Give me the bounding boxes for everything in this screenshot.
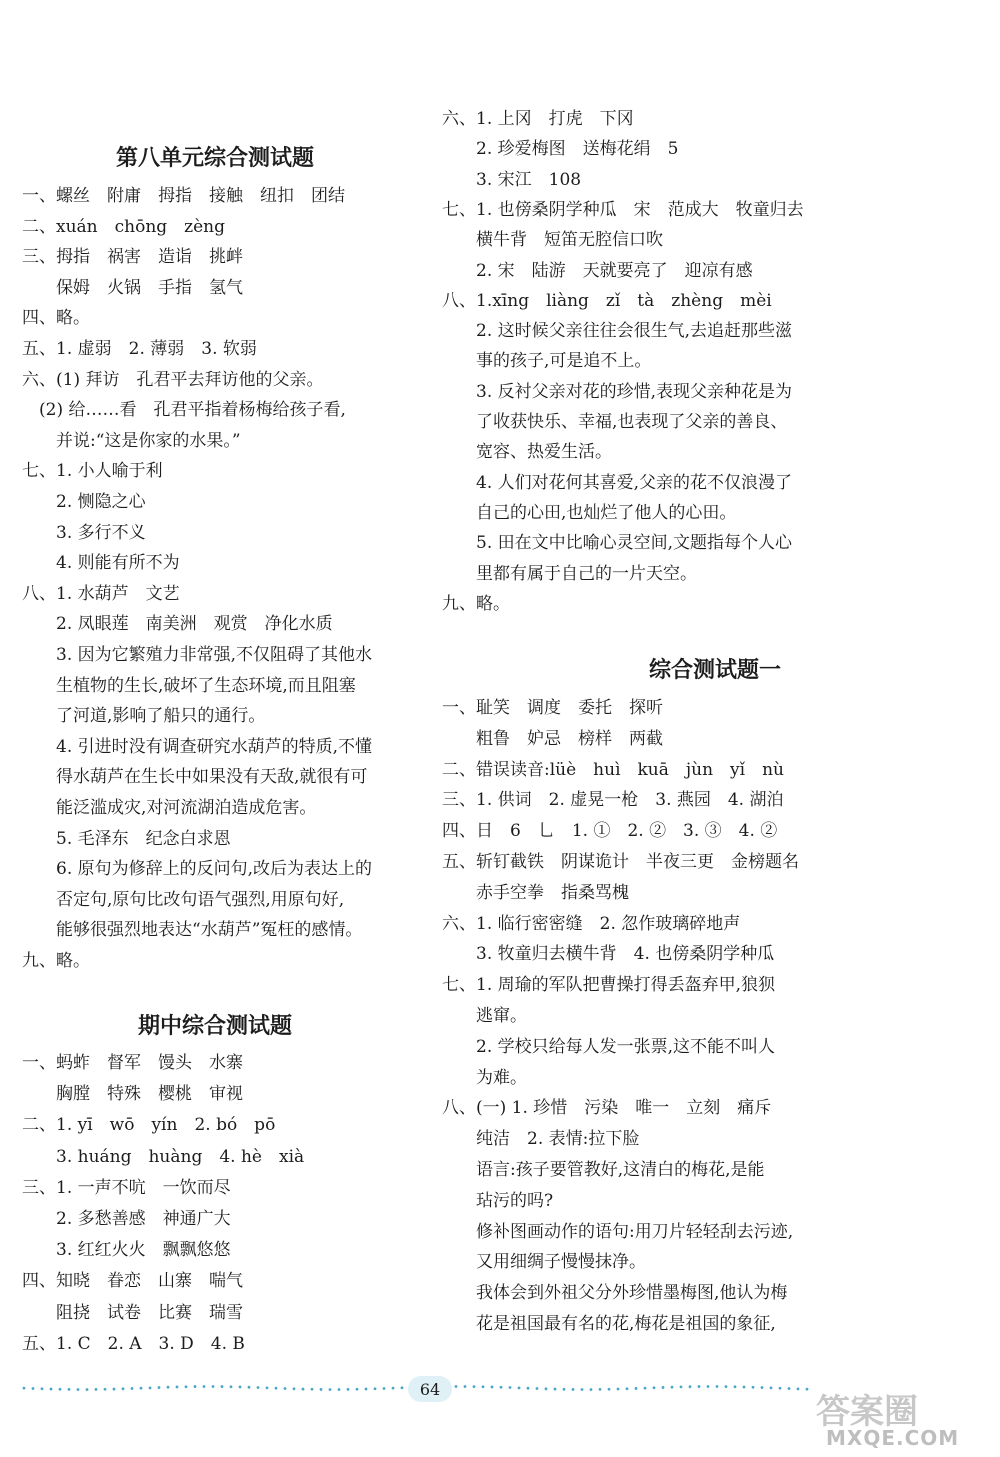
footer-dot [572,1388,575,1391]
footer-dot [275,1387,278,1390]
footer-dot [302,1388,305,1391]
answer-line: 五、1. C 2. A 3. D 4. B [22,1333,245,1354]
answer-line: 4. 人们对花何其喜爱,父亲的花不仅浪漫了 [442,472,793,493]
footer-dot [500,1386,503,1389]
answer-line: 3. 红红火火 飘飘悠悠 [22,1240,231,1261]
footer-dot [473,1385,476,1388]
footer-dot [464,1385,467,1388]
answer-line: 能泛滥成灾,对河流湖泊造成危害。 [22,798,317,818]
footer-dot [536,1387,539,1390]
footer-dot [113,1388,116,1391]
footer-dot [653,1386,656,1389]
answer-line: 4. 则能有所不为 [22,553,180,574]
answer-line: 否定句,原句比改句语气强烈,用原句好, [22,889,345,910]
section-title: 期中综合测试题 [137,1014,292,1039]
section-title: 综合测试题一 [648,658,781,683]
answer-line: 事的孩子,可是追不上。 [442,351,652,372]
footer-dot [356,1388,359,1391]
footer-dot [221,1385,224,1388]
answer-line: 一、耻笑 调度 委托 探听 [442,698,663,718]
footer-dot [599,1388,602,1391]
answer-line: 2. 珍爱梅图 送梅花绢 5 [442,139,679,160]
footer-dot [383,1387,386,1390]
page-number: 64 [419,1380,441,1399]
answer-line: 语言:孩子要管教好,这清白的梅花,是能 [442,1160,765,1180]
footer-dot [95,1388,98,1391]
answer-line: 四、知晓 眷恋 山寨 喘气 [22,1271,243,1292]
answer-line: 六、(1) 拜访 孔君平去拜访他的父亲。 [22,369,324,390]
footer-dot [401,1386,404,1389]
footer-dot [230,1385,233,1388]
footer-dot [590,1388,593,1391]
footer-dot [239,1386,242,1389]
answer-line: 玷污的吗? [442,1190,554,1211]
footer-dot [491,1386,494,1389]
answer-line: 四、略。 [22,308,90,329]
answer-line: 九、略。 [22,951,90,971]
footer-dot [707,1385,710,1388]
footer-dot [797,1387,800,1390]
footer-dot [779,1387,782,1390]
answer-line: 四、日 6 乚 1. ① 2. ② 3. ③ 4. ② [442,821,778,842]
footer-dot [158,1386,161,1389]
answer-line: 二、1. yī wō yín 2. bó pō [22,1115,276,1136]
answer-line: 阻挠 试卷 比赛 瑞雪 [22,1302,243,1323]
footer-dot [338,1388,341,1391]
footer-dot [86,1388,89,1391]
answer-line: 3. 牧童归去横牛背 4. 也傍桑阴学种瓜 [442,944,775,965]
answer-line: 粗鲁 妒忌 榜样 两截 [442,728,663,749]
footer-dot [770,1386,773,1389]
answer-line: 横牛背 短笛无腔信口吹 [442,230,663,251]
answer-line: 3. huáng huàng 4. hè xià [22,1146,305,1167]
footer-dot [248,1386,251,1389]
footer-dot [527,1387,530,1390]
footer-dot [743,1386,746,1389]
answer-line: 里都有属于自己的一片天空。 [442,563,697,584]
footer-dot [554,1388,557,1391]
answer-line: 5. 毛泽东 纪念白求恩 [22,828,231,849]
answer-line: 2. 恻隐之心 [22,492,146,512]
footer-dot [68,1388,71,1391]
answer-line: 保姆 火锅 手指 氢气 [22,277,243,298]
footer-dot [680,1386,683,1389]
footer-dot [185,1385,188,1388]
footer-dot [626,1387,629,1390]
footer-dot [23,1387,26,1390]
answer-line: 修补图画动作的语句:用刀片轻轻刮去污迹, [442,1221,794,1242]
footer-dot [689,1385,692,1388]
footer-dot [347,1388,350,1391]
footer-dot [734,1385,737,1388]
answer-line: 五、1. 虚弱 2. 薄弱 3. 软弱 [22,339,257,359]
answer-line: 一、蚂蚱 督军 馒头 水寨 [22,1053,243,1073]
footer-dot [635,1387,638,1390]
answer-line: 了收获快乐、幸福,也表现了父亲的善良、 [442,412,788,432]
footer-dot [311,1388,314,1391]
footer-dot [329,1388,332,1391]
footer-dot [266,1386,269,1389]
footer-dot [617,1388,620,1391]
watermark-text: MXQE.COM [826,1426,960,1450]
answer-line: (2) 给……看 孔君平指着杨梅给孩子看, [22,400,346,421]
answer-line: 又用细绸子慢慢抹净。 [442,1252,646,1273]
footer-dot [50,1388,53,1391]
footer-dot [455,1385,458,1388]
footer-dot [77,1388,80,1391]
footer-dot [140,1387,143,1390]
footer-dot [725,1385,728,1388]
answer-line: 2. 多愁善感 神通广大 [22,1209,231,1229]
answer-line: 七、1. 小人喻于利 [22,461,163,482]
answer-line: 6. 原句为修辞上的反问句,改后为表达上的 [22,859,373,880]
answer-line: 八、(一) 1. 珍惜 污染 唯一 立刻 痛斥 [442,1098,772,1119]
footer-dot [482,1385,485,1388]
footer-dot [761,1386,764,1389]
answer-line: 为难。 [442,1067,527,1088]
answer-line: 二、错误读音:lüè huì kuā jùn yǐ nù [442,759,784,780]
footer-dot [122,1387,125,1390]
answer-line: 宽容、热爱生活。 [442,442,612,463]
answer-line: 六、1. 临行密密缝 2. 忽作玻璃碎地声 [442,913,741,934]
answer-line: 八、1. 水葫芦 文艺 [22,583,180,604]
answer-line: 生植物的生长,破坏了生态环境,而且阻塞 [22,675,356,696]
footer-dot [194,1385,197,1388]
footer-dot [176,1386,179,1389]
answer-line: 一、螺丝 附庸 拇指 接触 纽扣 团结 [22,186,345,206]
footer-dot [752,1386,755,1389]
answer-line: 胸膛 特殊 樱桃 审视 [22,1084,243,1105]
footer-dot [203,1385,206,1388]
answer-line: 3. 多行不义 [22,522,146,543]
answer-line: 得水葫芦在生长中如果没有天敌,就很有可 [22,767,368,788]
footer-dot [563,1388,566,1391]
answer-line: 九、略。 [442,593,510,614]
answer-line: 了河道,影响了船只的通行。 [22,706,266,727]
footer-dot [284,1387,287,1390]
watermark-logo: 答案圈 [816,1392,918,1432]
answer-line: 3. 因为它繁殖力非常强,不仅阻碍了其他水 [22,645,373,665]
footer-dot [131,1387,134,1390]
footer-dot [698,1385,701,1388]
footer-dot [608,1388,611,1391]
answer-line: 三、拇指 祸害 造诣 挑衅 [22,247,243,268]
footer-dot [41,1387,44,1390]
footer-dot [374,1387,377,1390]
footer-dot [59,1388,62,1391]
answer-line: 我体会到外祖父分外珍惜墨梅图,他认为梅 [442,1283,788,1304]
footer-dot [518,1386,521,1389]
footer-dot [32,1387,35,1390]
answer-line: 七、1. 周瑜的军队把曹操打得丢盔弃甲,狼狈 [442,975,776,996]
answer-line: 能够很强烈地表达“水葫芦”冤枉的感情。 [22,920,363,941]
answer-line: 五、斩钉截铁 阴谋诡计 半夜三更 金榜题名 [442,852,799,872]
answer-line: 八、1.xīng liàng zǐ tà zhèng mèi [442,290,772,311]
answer-line: 2. 学校只给每人发一张票,这不能不叫人 [442,1036,776,1057]
answer-line: 三、1. 供词 2. 虚晃一枪 3. 燕园 4. 湖泊 [442,790,784,811]
footer-dot [392,1387,395,1390]
answer-line: 2. 宋 陆游 天就要亮了 迎凉有感 [442,260,753,281]
answer-line: 六、1. 上冈 打虎 下冈 [442,109,634,129]
footer-dot [149,1386,152,1389]
answer-line: 三、1. 一声不吭 一饮而尽 [22,1177,231,1198]
answer-line: 自己的心田,也灿烂了他人的心田。 [442,502,737,523]
footer-dot [545,1387,548,1390]
answer-line: 逃窜。 [442,1006,527,1026]
footer-dot [365,1388,368,1391]
footer-dot [806,1388,809,1391]
footer-dot [293,1387,296,1390]
footer-dot [167,1386,170,1389]
answer-line: 2. 这时候父亲往往会很生气,去追赶那些滋 [442,321,793,342]
answer-line: 4. 引进时没有调查研究水葫芦的特质,不懂 [22,736,373,757]
footer-dot [581,1388,584,1391]
footer-dot [788,1387,791,1390]
answer-line: 3. 反衬父亲对花的珍惜,表现父亲种花是为 [442,381,793,402]
answer-line: 并说:“这是你家的水果。” [22,430,241,451]
answer-line: 七、1. 也傍桑阴学种瓜 宋 范成大 牧童归去 [442,199,804,220]
footer-dot [662,1386,665,1389]
answer-line: 5. 田在文中比喻心灵空间,文题指每个人心 [442,533,793,554]
footer-dot [104,1388,107,1391]
footer-dot [320,1388,323,1391]
answer-line: 赤手空拳 指桑骂槐 [442,882,629,903]
answer-line: 3. 宋江 108 [442,169,582,190]
footer-dot [509,1386,512,1389]
answer-line: 二、xuán chōng zèng [22,216,226,237]
answer-line: 纯洁 2. 表情:拉下脸 [442,1129,640,1150]
footer-dot [716,1385,719,1388]
watermark [816,1384,986,1450]
footer-dot [257,1386,260,1389]
answer-line: 2. 凤眼莲 南美洲 观赏 净化水质 [22,614,333,635]
section-title: 第八单元综合测试题 [115,146,314,171]
footer-dot [671,1386,674,1389]
answer-line: 花是祖国最有名的花,梅花是祖国的象征, [442,1314,776,1334]
footer-dot [644,1387,647,1390]
footer-dot [212,1385,215,1388]
